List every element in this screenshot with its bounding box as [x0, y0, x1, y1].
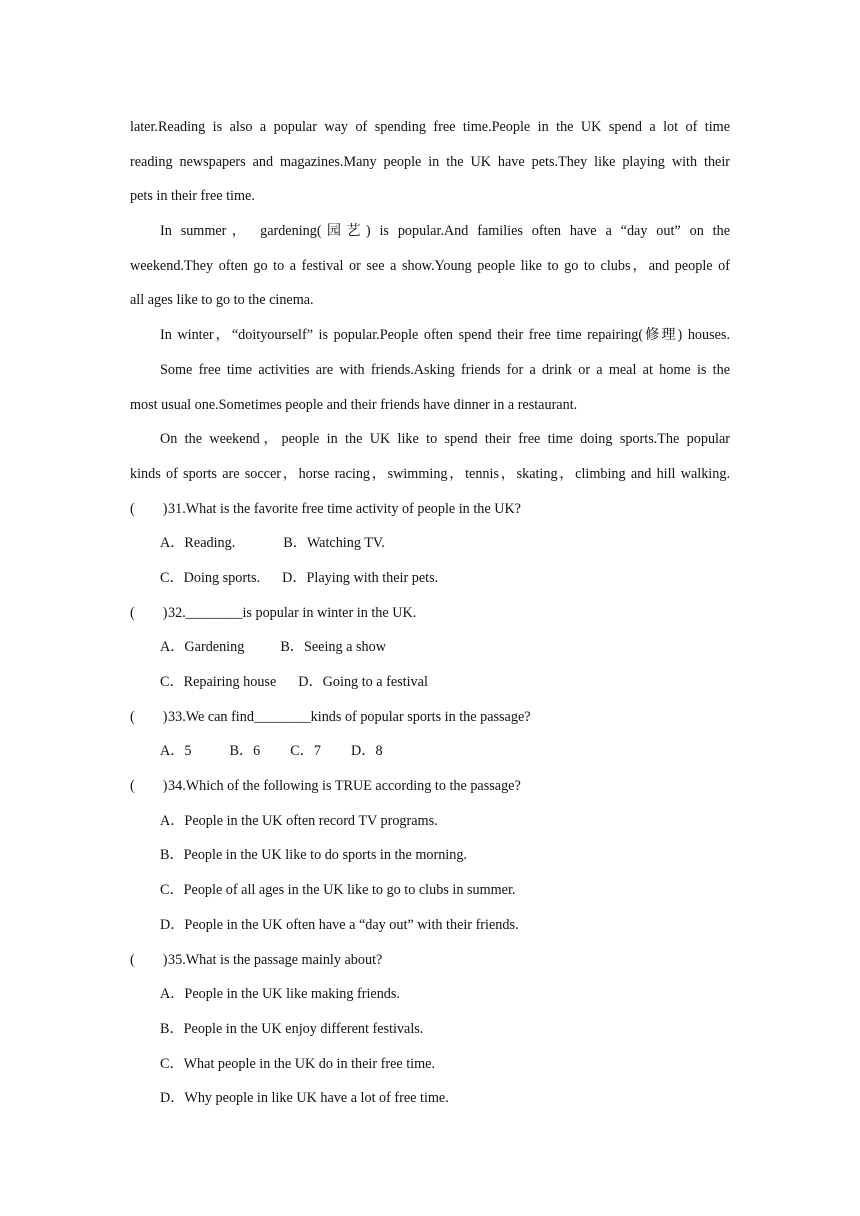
option-row: [130, 1012, 730, 1047]
answer-paren-close: ): [162, 708, 168, 725]
answer-option[interactable]: A．Reading.: [160, 535, 236, 552]
passage-line: reading newspapers and magazines.Many people in the UK have pets.They like playing with their: [130, 153, 730, 170]
answer-option[interactable]: A．People in the UK often record TV programs.: [160, 812, 438, 829]
answer-blank[interactable]: [130, 596, 168, 631]
document-page: [130, 110, 730, 1116]
passage-line: In summer， gardening(园艺) is popular.And families often have a “day out” on the: [160, 223, 730, 240]
answer-paren-close: ): [162, 604, 168, 621]
answer-option[interactable]: C．What people in the UK do in their free time.: [160, 1055, 436, 1072]
answer-option[interactable]: C．7: [290, 743, 322, 760]
passage-line: On the weekend，people in the UK like to spend their free time doing sports.The popular: [160, 431, 730, 448]
option-row: [130, 630, 730, 665]
question-text: 35.What is the passage mainly about?: [168, 951, 383, 968]
option-row: [130, 804, 730, 839]
passage-line: all ages like to go to the cinema.: [130, 292, 314, 309]
answer-blank[interactable]: [130, 700, 168, 735]
answer-option[interactable]: B．People in the UK enjoy different festivals.: [160, 1020, 424, 1037]
answer-option[interactable]: D．Going to a festival: [298, 674, 428, 690]
answer-option[interactable]: D．Playing with their pets.: [282, 569, 439, 586]
answer-option[interactable]: A．5: [160, 743, 192, 760]
option-row: [130, 838, 730, 873]
answer-option[interactable]: C．Repairing house: [160, 674, 277, 690]
answer-paren-open: (: [130, 500, 135, 517]
answer-paren-open: (: [130, 604, 135, 621]
passage-line: Some free time activities are with friends.Asking friends for a drink or a meal at home is the: [160, 361, 730, 378]
question-stem: [130, 943, 730, 978]
answer-paren-open: (: [130, 778, 135, 795]
option-row: [130, 561, 730, 596]
option-row: [130, 665, 730, 700]
question-list: [130, 492, 730, 1116]
answer-paren-close: ): [162, 778, 168, 795]
question-text: 33.We can find________kinds of popular sports in the passage?: [168, 708, 531, 725]
passage-line: kinds of sports are soccer，horse racing，swimming，tennis，skating，climbing and hill walking.: [130, 465, 730, 482]
option-row: [130, 734, 730, 769]
option-row: [130, 526, 730, 561]
option-row: [130, 977, 730, 1012]
answer-option[interactable]: D．People in the UK often have a “day out” with their friends.: [160, 916, 519, 933]
answer-option[interactable]: D．Why people in like UK have a lot of free time.: [160, 1090, 449, 1107]
answer-option[interactable]: A．Gardening: [160, 639, 245, 656]
passage-line: most usual one.Sometimes people and their friends have dinner in a restaurant.: [130, 396, 578, 413]
option-row: [130, 873, 730, 908]
question-stem: [130, 492, 730, 527]
question-stem: [130, 769, 730, 804]
answer-blank[interactable]: [130, 769, 168, 804]
answer-blank[interactable]: [130, 492, 168, 527]
question-stem: [130, 596, 730, 631]
passage-line: later.Reading is also a popular way of spending free time.People in the UK spend a lot of time: [130, 119, 730, 135]
option-row: [130, 1047, 730, 1082]
answer-option[interactable]: A．People in the UK like making friends.: [160, 986, 400, 1003]
answer-paren-open: (: [130, 708, 135, 725]
option-row: [130, 1081, 730, 1116]
answer-option[interactable]: C．Doing sports.: [160, 569, 261, 586]
question-text: 32.________is popular in winter in the UK.: [168, 604, 417, 621]
answer-paren-open: (: [130, 951, 135, 968]
answer-option[interactable]: B．6: [229, 743, 261, 760]
answer-option[interactable]: B．Watching TV.: [283, 535, 385, 552]
option-row: [130, 908, 730, 943]
reading-passage: [130, 110, 730, 492]
passage-line: pets in their free time.: [130, 188, 255, 205]
answer-option[interactable]: D．8: [351, 743, 383, 760]
answer-option[interactable]: B．People in the UK like to do sports in the morning.: [160, 847, 467, 864]
answer-paren-close: ): [162, 500, 168, 517]
question-text: 34.Which of the following is TRUE according to the passage?: [168, 778, 521, 795]
question-stem: [130, 700, 730, 735]
answer-paren-close: ): [162, 951, 168, 968]
answer-option[interactable]: B．Seeing a show: [280, 639, 386, 656]
question-text: 31.What is the favorite free time activity of people in the UK?: [168, 500, 521, 517]
answer-option[interactable]: C．People of all ages in the UK like to go to clubs in summer.: [160, 882, 516, 899]
passage-line: weekend.They often go to a festival or see a show.Young people like to go to clubs，and people of: [130, 257, 730, 274]
answer-blank[interactable]: [130, 943, 168, 978]
passage-line: In winter，“doityourself” is popular.People often spend their free time repairing(修理) houses.: [160, 327, 730, 344]
